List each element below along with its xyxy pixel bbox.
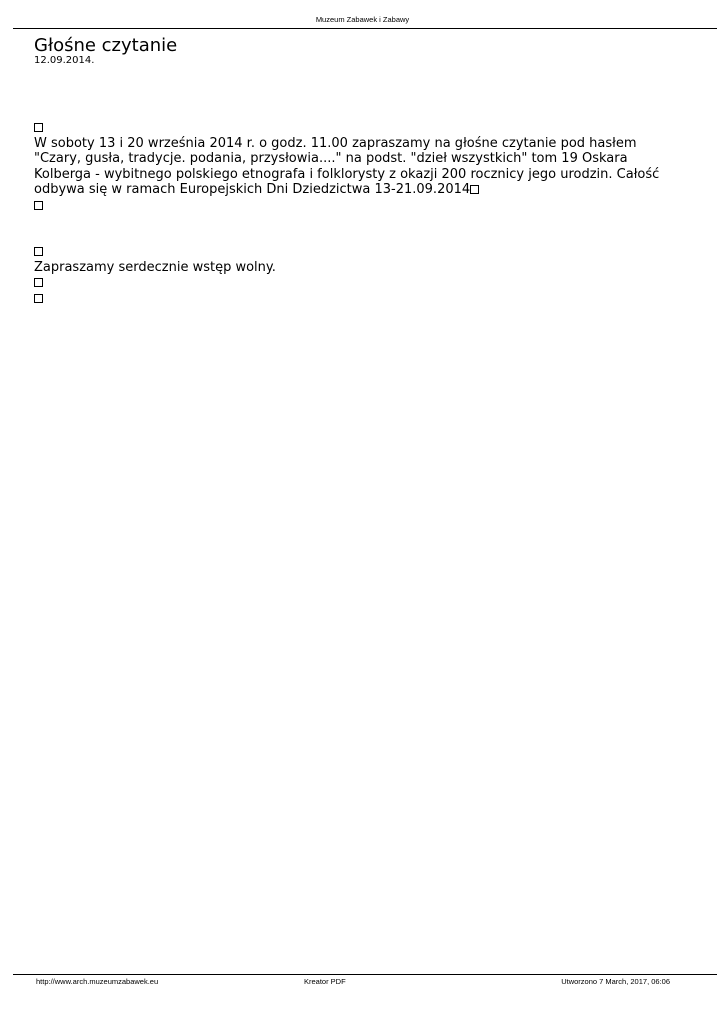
missing-glyph-box-icon (470, 185, 479, 194)
paragraph-spacer (34, 213, 674, 244)
article-title: Głośne czytanie (34, 35, 178, 56)
footer-created-timestamp: Utworzono 7 March, 2017, 06:06 (561, 977, 670, 986)
article-paragraph (34, 136, 674, 198)
article-date: 12.09.2014. (34, 55, 95, 66)
missing-glyph-line (34, 291, 674, 307)
missing-glyph-box-icon (34, 201, 43, 210)
missing-glyph-line (34, 275, 674, 291)
article-body (34, 120, 674, 306)
page-header-site-name: Muzeum Zabawek i Zabawy (315, 15, 410, 24)
article-paragraph-text: W soboty 13 i 20 września 2014 r. o godz. 11.00 zapraszamy na głośne czytanie pod hasłem "Czary, gusła, tradycje. podania, przysłowia...." na podst. "dzieł wszystkich" tom 19 Oskara Kolberga - wybitnego polskiego etnografa i folklorysty z okazji 200 rocznicy jego urodzin. Całość odbywa się w ramach Europejskich Dni Dziedzictwa 13-21.09.2014 (34, 135, 660, 197)
footer-url: http://www.arch.muzeumzabawek.eu (36, 977, 159, 986)
footer-generator: Kreator PDF (304, 977, 346, 986)
missing-glyph-line (34, 198, 674, 214)
missing-glyph-box-icon (34, 294, 43, 303)
footer-divider (13, 974, 717, 975)
missing-glyph-box-icon (34, 247, 43, 256)
missing-glyph-line (34, 244, 674, 260)
article-paragraph: Zapraszamy serdecznie wstęp wolny. (34, 259, 276, 275)
missing-glyph-line (34, 120, 674, 136)
header-divider (13, 28, 717, 29)
missing-glyph-box-icon (34, 123, 43, 132)
missing-glyph-box-icon (34, 278, 43, 287)
